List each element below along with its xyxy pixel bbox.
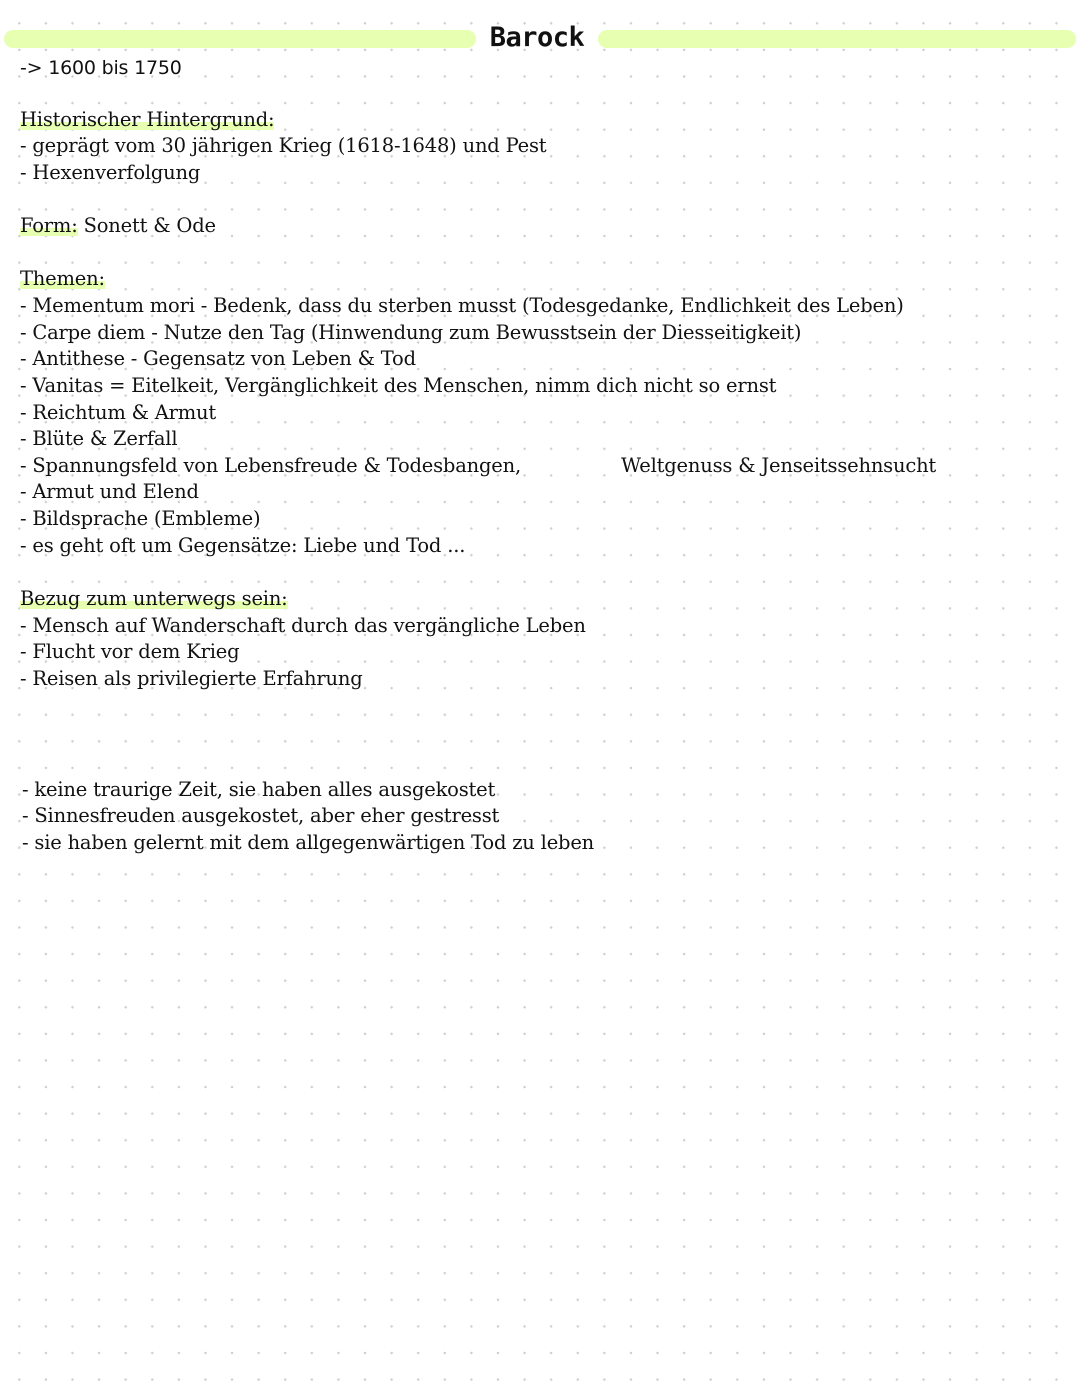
history-item: - geprägt vom 30 jährigen Krieg (1618-1648) und Pest: [20, 134, 547, 157]
theme-item: - Spannungsfeld von Lebensfreude & Todesbangen,: [20, 454, 521, 477]
theme-item: - Mementum mori - Bedenk, dass du sterben musst (Todesgedanke, Endlichkeit des Leben): [20, 294, 904, 317]
themes-heading: Themen:: [20, 267, 105, 290]
theme-side-note: Weltgenuss & Jenseitssehnsucht: [621, 454, 937, 477]
title-highlight-right: [598, 30, 1076, 48]
theme-item: - Vanitas = Eitelkeit, Vergänglichkeit des Menschen, nimm dich nicht so ernst: [20, 374, 777, 397]
form-value: Sonett & Ode: [77, 214, 216, 237]
theme-item: - Antithese - Gegensatz von Leben & Tod: [20, 347, 416, 370]
theme-item: - es geht oft um Gegensätze: Liebe und Tod ...: [20, 534, 466, 557]
note-item: - sie haben gelernt mit dem allgegenwärtigen Tod zu leben: [22, 831, 595, 854]
note-item: - keine traurige Zeit, sie haben alles ausgekostet: [22, 778, 496, 801]
history-heading: Historischer Hintergrund:: [20, 108, 275, 131]
travel-item: - Flucht vor dem Krieg: [20, 640, 240, 663]
theme-item: - Reichtum & Armut: [20, 401, 217, 424]
travel-item: - Reisen als privilegierte Erfahrung: [20, 667, 363, 690]
note-item: - Sinnesfreuden ausgekostet, aber eher gestresst: [22, 804, 500, 827]
history-heading-line: [20, 107, 274, 133]
page-title: Barock: [489, 22, 585, 53]
travel-heading-line: [20, 586, 288, 612]
history-item: - Hexenverfolgung: [20, 161, 201, 184]
travel-item: - Mensch auf Wanderschaft durch das vergängliche Leben: [20, 614, 586, 637]
theme-item: - Armut und Elend: [20, 480, 199, 503]
form-heading: Form:: [20, 214, 78, 237]
form-line: [20, 213, 216, 239]
travel-heading: Bezug zum unterwegs sein:: [20, 587, 288, 610]
theme-item: - Bildsprache (Embleme): [20, 507, 261, 530]
themes-heading-line: [20, 266, 105, 292]
period-line: -> 1600 bis 1750: [20, 57, 182, 79]
title-row: [0, 22, 1080, 56]
theme-item: - Blüte & Zerfall: [20, 427, 178, 450]
theme-item: - Carpe diem - Nutze den Tag (Hinwendung zum Bewusstsein der Diesseitigkeit): [20, 321, 802, 344]
title-highlight-left: [4, 30, 476, 48]
